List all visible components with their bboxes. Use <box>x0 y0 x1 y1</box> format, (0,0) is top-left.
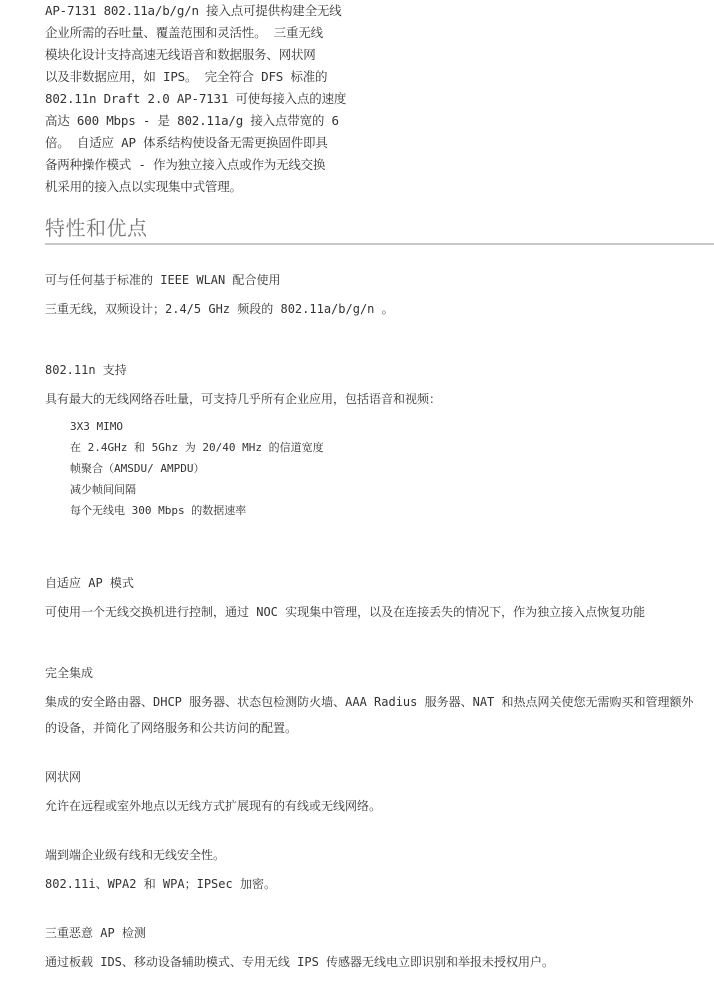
intro-line: 以及非数据应用，如 IPS。 完全符合 DFS 标准的 <box>45 69 328 84</box>
feature-item <box>45 767 705 819</box>
feature-title: 网状网 <box>45 770 82 784</box>
intro-line: 备两种操作模式 - 作为独立接入点或作为无线交换 <box>45 157 326 172</box>
features-list <box>45 270 705 1001</box>
feature-item <box>45 573 705 625</box>
feature-description: 集成的安全路由器、DHCP 服务器、状态包检测防火墙、AAA Radius 服务器、NAT 和热点网关使您无需购买和管理额外的设备，并简化了网络服务和公共访问的配置。 <box>45 695 694 735</box>
feature-item <box>45 845 705 897</box>
bullet-item: 3X3 MIMO <box>70 420 123 433</box>
feature-description: 通过板载 IDS、移动设备辅助模式、专用无线 IPS 传感器无线电立即识别和举报未授权用户。 <box>45 955 555 969</box>
bullet-item: 帧聚合（AMSDU/ AMPDU） <box>70 462 205 475</box>
feature-description: 可使用一个无线交换机进行控制，通过 NOC 实现集中管理，以及在连接丢失的情况下，作为独立接入点恢复功能 <box>45 605 646 619</box>
feature-description: 允许在远程或室外地点以无线方式扩展现有的有线或无线网络。 <box>45 799 382 813</box>
feature-description: 三重无线，双频设计；2.4/5 GHz 频段的 802.11a/b/g/n 。 <box>45 302 394 316</box>
intro-line: 倍。 自适应 AP 体系结构使设备无需更换固件即具 <box>45 135 328 150</box>
feature-description: 802.11i、WPA2 和 WPA；IPSec 加密。 <box>45 877 276 891</box>
intro-line: AP-7131 802.11a/b/g/n 接入点可提供构建全无线 <box>45 3 342 18</box>
intro-line: 机采用的接入点以实现集中式管理。 <box>45 179 242 194</box>
feature-title: 三重恶意 AP 检测 <box>45 926 146 940</box>
feature-description: 具有最大的无线网络吞吐量，可支持几乎所有企业应用，包括语音和视频： <box>45 392 442 406</box>
intro-line: 模块化设计支持高速无线语音和数据服务、网状网 <box>45 47 316 62</box>
feature-bullet-list <box>45 416 705 521</box>
feature-item <box>45 923 705 975</box>
feature-title: 可与任何基于标准的 IEEE WLAN 配合使用 <box>45 273 281 287</box>
feature-title: 完全集成 <box>45 666 94 680</box>
bullet-item: 每个无线电 300 Mbps 的数据速率 <box>70 504 247 517</box>
intro-line: 高达 600 Mbps - 是 802.11a/g 接入点带宽的 6 <box>45 113 339 128</box>
section-title: 特性和优点 <box>45 216 148 240</box>
section-divider <box>45 243 714 245</box>
intro-line: 802.11n Draft 2.0 AP-7131 可使每接入点的速度 <box>45 91 347 106</box>
feature-title: 端到端企业级有线和无线安全性。 <box>45 848 226 862</box>
intro-line: 企业所需的吞吐量、覆盖范围和灵活性。 三重无线 <box>45 25 323 40</box>
bullet-item: 减少帧间间隔 <box>70 483 136 496</box>
feature-title: 自适应 AP 模式 <box>45 576 134 590</box>
intro-paragraph <box>45 0 375 198</box>
feature-item <box>45 663 705 741</box>
feature-item <box>45 360 705 521</box>
feature-item <box>45 270 705 322</box>
bullet-item: 在 2.4GHz 和 5Ghz 为 20/40 MHz 的信道宽度 <box>70 441 324 454</box>
feature-title: 802.11n 支持 <box>45 363 127 377</box>
